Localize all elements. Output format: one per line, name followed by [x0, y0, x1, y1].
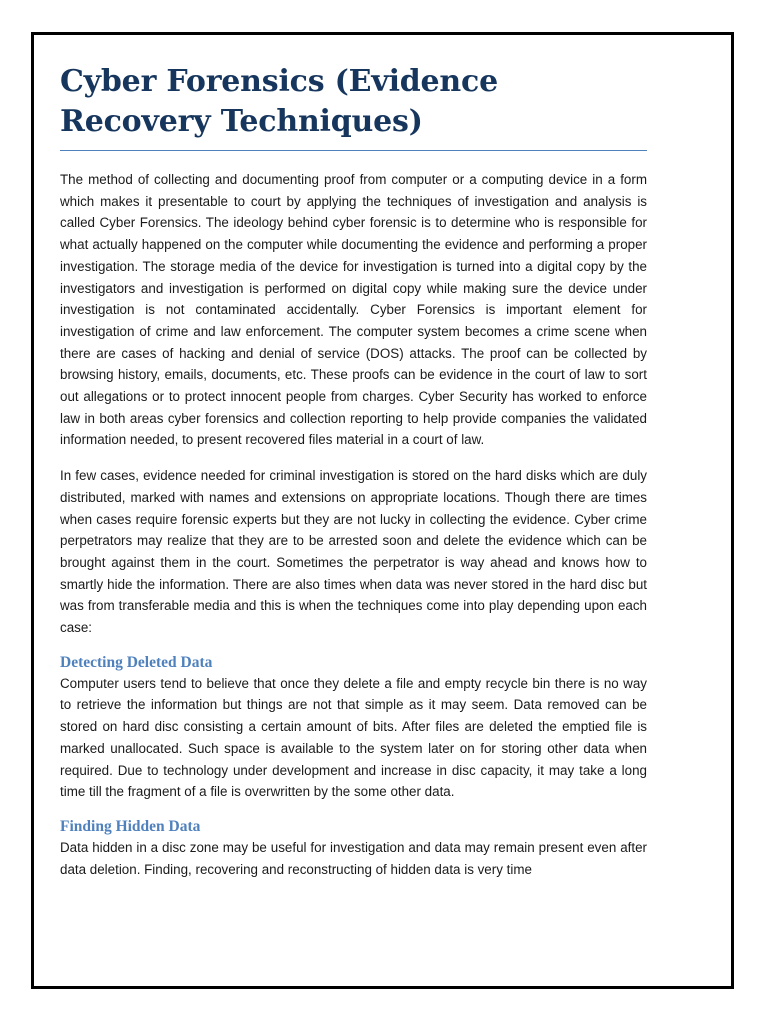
paragraph-cases: In few cases, evidence needed for criminal investigation is stored on the hard disks which are duly distributed, marked with names and extensions on appropriate locations. Though there are times when cases require forensic experts but they are not lucky in collecting the evidence. Cyber crime perpetrators may realize that they are to be arrested soon and delete the evidence which can be brought against them in the court. Sometimes the perpetrator is way ahead and knows how to smartly hide the information. There are also times when data was never stored in the hard disc but was from transferable media and this is when the techniques come into play depending upon each case:	[60, 468, 647, 636]
document-body	[60, 62, 647, 880]
section-heading-detecting-deleted-data: Detecting Deleted Data	[60, 653, 213, 671]
paragraph-intro: The method of collecting and documenting proof from computer or a computing device in a form which makes it presentable to court by applying the techniques of investigation and analysis is called Cyber Forensics. The ideology behind cyber forensic is to determine who is responsible for what actually happened on the computer while documenting the evidence and performing a proper investigation. The storage media of the device for investigation is turned into a digital copy by the investigators and investigation is performed on digital copy while making sure the device under investigation is not contaminated accidentally. Cyber Forensics is important element for investigation of crime and law enforcement. The computer system becomes a crime scene when there are cases of hacking and denial of service (DOS) attacks. The proof can be collected by browsing history, emails, documents, etc. These proofs can be evidence in the court of law to sort out allegations or to protect innocent people from charges. Cyber Security has worked to enforce law in both areas cyber forensics and collection reporting to help provide companies the validated information needed, to present recovered files material in a court of law.	[60, 172, 647, 448]
section-body-detecting-deleted-data: Computer users tend to believe that once they delete a file and empty recycle bin there is no way to retrieve the information but things are not that simple as it may seem. Data removed can be stored on hard disc consisting a certain amount of bits. After files are deleted the emptied file is marked unallocated. Such space is available to the system later on for storing other data when required. Due to technology under development and increase in disc capacity, it may take a long time till the fragment of a file is overwritten by the some other data.	[60, 675, 647, 800]
section-heading-finding-hidden-data: Finding Hidden Data	[60, 817, 201, 835]
document-title: Cyber Forensics (Evidence Recovery Techniques)	[60, 62, 647, 151]
section-body-finding-hidden-data: Data hidden in a disc zone may be useful for investigation and data may remain present even after data deletion. Finding, recovering and reconstructing of hidden data is very time	[60, 839, 647, 877]
